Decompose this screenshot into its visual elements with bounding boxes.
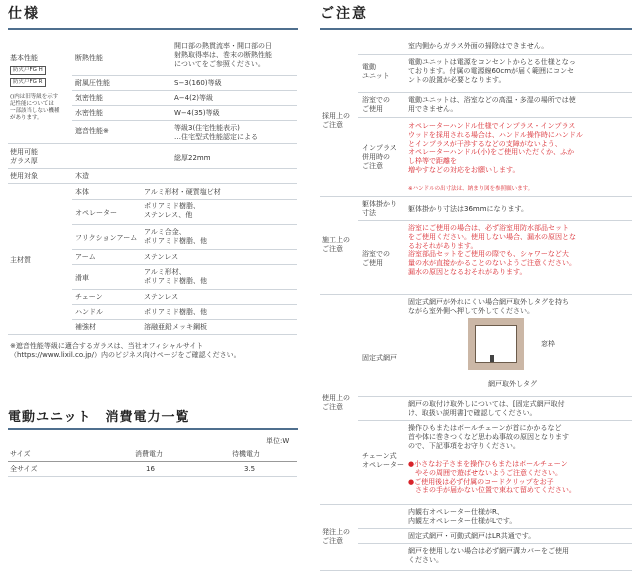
caution-text-red: 浴室にご使用の場合は、必ず浴室用防水部品セット をご使用ください。使用しない場合、漏水の原因とな るおそれがあります。 浴室部品セットをご使用の際でも、シャワーなど大 量の水が直接かかることのないようご注意ください。 漏水の原因となるおそれがあります。 xyxy=(408,224,576,276)
material-label: 主材質 xyxy=(10,256,31,264)
material-value: ポリアミド樹脂、他 xyxy=(144,308,207,316)
material-part: 補強材 xyxy=(75,323,96,331)
caution-text: 躯体掛かり寸法は36mmになります。 xyxy=(408,205,528,213)
spec-title-underline xyxy=(8,28,298,30)
sound-glass-note: ※遮音性能等級に適合するガラスは、当社オフィシャルサイト （https://www.lixil.co.jp/）内のビジネス向けページをご確認ください。 xyxy=(10,342,241,359)
caution-text: 固定式網戸・可動式網戸はLR共通です。 xyxy=(408,532,536,540)
spec-value-sound: 等級3(住宅性能表示) …住宅型式性能認定による xyxy=(174,124,258,141)
material-part: ハンドル xyxy=(75,308,103,316)
caution-title: ご注意 xyxy=(320,6,368,22)
window-frame-label: 窓枠 xyxy=(541,340,555,348)
caution-text: 網戸の取付け取外しについては、[固定式網戸取付 け、取扱い説明書]で確認してください。 xyxy=(408,400,565,417)
spec-label-sound: 遮音性能※ xyxy=(75,127,109,135)
fire-door-badge-h: 防火戸FG H xyxy=(10,66,46,75)
grade-note: ()内は旧等級を示す 記性能については 一部該当しない機種 があります。 xyxy=(10,94,60,121)
spec-label-wind: 耐風圧性能 xyxy=(75,79,110,87)
material-part: 滑車 xyxy=(75,274,89,282)
power-row-size: 全サイズ xyxy=(10,465,38,473)
bathroom-label: 浴室での ご使用 xyxy=(362,96,390,113)
caution-text: 室内側からガラス外面の掃除はできません。 xyxy=(408,42,549,50)
power-header-standby: 待機電力 xyxy=(232,450,260,458)
caution-text: 固定式網戸が外れにくい場合網戸取外しタグを持ち ながら室外側へ押して外してください。 xyxy=(408,298,569,315)
fire-door-badge-r: 防火戸FG R xyxy=(10,78,46,87)
power-unit: 単位:W xyxy=(266,437,290,445)
spec-value-wind: S−3(160)等級 xyxy=(174,79,222,87)
spec-label-airtight: 気密性能 xyxy=(75,94,103,102)
basic-performance-label: 基本性能 xyxy=(10,54,38,62)
screen-tag-icon xyxy=(490,355,494,362)
material-part: アーム xyxy=(75,253,96,261)
inplus-label: インプラス 併用時の ご注意 xyxy=(362,144,397,170)
material-part: 本体 xyxy=(75,188,89,196)
target-value: 木造 xyxy=(75,172,89,180)
material-value: ポリアミド樹脂、 ステンレス、他 xyxy=(144,202,200,219)
material-part: チェーン xyxy=(75,293,103,301)
material-value: アルミ形材、 ポリアミド樹脂、他 xyxy=(144,268,207,285)
construction-caution-label: 施工上の ご注意 xyxy=(322,236,350,253)
spec-value-watertight: W−4(35)等級 xyxy=(174,109,220,117)
frame-dimension-label: 躯体掛かり 寸法 xyxy=(362,200,397,217)
material-value: ステンレス xyxy=(144,253,179,261)
caution-text: 電動ユニットは、浴室などの高温・多湿の場所では使 用できません。 xyxy=(408,96,576,113)
order-caution-label: 発注上の ご注意 xyxy=(322,528,350,545)
caution-title-underline xyxy=(320,28,632,30)
spec-label-watertight: 水密性能 xyxy=(75,109,103,117)
bathroom-label: 浴室での ご使用 xyxy=(362,250,390,267)
material-value: アルミ形材・硬質塩ビ材 xyxy=(144,188,221,196)
spec-value-insulation: 開口部の熱貫流率・開口部の日 射熱取得率は、巻末の断熱性能 についてをご参照ください。 xyxy=(174,42,272,68)
usage-caution-label: 使用上の ご注意 xyxy=(322,394,350,411)
caution-text: 網戸を使用しない場合は必ず網戸溝カバーをご使用 ください。 xyxy=(408,547,569,564)
caution-text-red: ●小さなお子さまを操作ひもまたはボールチェーン やその周囲で遊ばせないようご注意ください。 ●ご使用後は必ず付属のコードクリップをお子 さまの手が届かない位置で束ねて留めてください。 xyxy=(408,460,576,495)
power-title: 電動ユニット 消費電力一覧 xyxy=(8,410,190,425)
caution-text: 操作ひもまたはボールチェーンが首にかかるなど 首や体に巻きつくなど思わぬ事故の原因となります ので、下記事項をお守りください。 xyxy=(408,424,569,450)
power-row-consumption: 16 xyxy=(146,465,155,473)
caution-text: 電動ユニットは電源をコンセントからとる仕様となっ ております。付属の電源線60cmが届く範囲にコンセ ントの設置が必要となります。 xyxy=(408,58,576,84)
glass-value: 総厚22mm xyxy=(174,154,211,162)
window-screen xyxy=(475,325,517,363)
caution-text-red: オペレーターハンドル仕様でインプラス・インプラス ウッドを採用される場合は、ハンドル操作時にハンドル とインプラスが干渉するなどの支障がないよう、 オペレーターハンドル(小)をご使用いただくか、ふか し枠等で距離を 増やすなどの対応をお願いします。 xyxy=(408,122,583,174)
caution-text: 内観右オペレーター仕様がR、 内観左オペレーター仕様がLです。 xyxy=(408,508,517,525)
spec-title: 仕様 xyxy=(8,6,40,22)
power-header-size: サイズ xyxy=(10,450,31,458)
material-value: 溶融亜鉛メッキ鋼板 xyxy=(144,323,207,331)
material-value: アルミ合金、 ポリアミド樹脂、他 xyxy=(144,228,207,245)
material-part: フリクションアーム xyxy=(75,234,138,242)
adoption-caution-label: 採用上の ご注意 xyxy=(322,112,350,129)
material-value: ステンレス xyxy=(144,293,179,301)
target-label: 使用対象 xyxy=(10,172,38,180)
power-title-underline xyxy=(8,428,298,430)
glass-label: 使用可能 ガラス厚 xyxy=(10,148,38,165)
spec-value-airtight: A−4(2)等級 xyxy=(174,94,214,102)
power-row-standby: 3.5 xyxy=(244,465,256,473)
chain-operator-label: チェーン式 オペレーター xyxy=(362,452,404,469)
power-header-consumption: 消費電力 xyxy=(135,450,163,458)
screen-tag-label: 網戸取外しタグ xyxy=(488,380,537,388)
electric-unit-label: 電動 ユニット xyxy=(362,63,390,80)
fixed-screen-label: 固定式網戸 xyxy=(362,354,397,362)
material-part: オペレーター xyxy=(75,209,117,217)
spec-label-insulation: 断熱性能 xyxy=(75,54,103,62)
handle-note: ※ハンドルの出寸法は、納まり図を参照願います。 xyxy=(408,186,534,192)
